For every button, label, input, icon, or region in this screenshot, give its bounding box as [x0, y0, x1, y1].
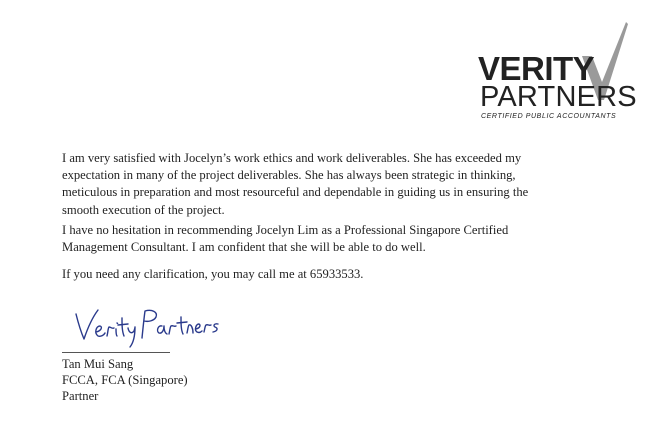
logo-partners-text: PARTNERS	[480, 81, 637, 113]
signer-title: Partner	[62, 389, 99, 403]
signer-name: Tan Mui Sang	[62, 357, 134, 371]
logo-tagline: CERTIFIED PUBLIC ACCOUNTANTS	[481, 113, 617, 120]
logo-verity-text: VERITY	[478, 50, 595, 87]
letter-paragraph-1: I am very satisfied with Jocelyn’s work ethics and work deliverables. She has exceeded my expectation in many of the project deliverables. She has always been strategic in thinking, meticulous in preparation and most resourceful and dependable in guiding us in ensuring the smooth execution of the project.	[62, 151, 529, 217]
verity-partners-logo	[478, 22, 637, 122]
letter-paragraph-3: If you need any clarification, you may call me at 65933533.	[62, 267, 364, 281]
signer-qualifications: FCCA, FCA (Singapore)	[62, 373, 188, 387]
handwritten-signature	[72, 298, 222, 348]
signature-line	[62, 352, 170, 353]
letter-paragraph-2: I have no hesitation in recommending Jocelyn Lim as a Professional Singapore Certified Management Consultant. I am confident that she will be able to do well.	[62, 223, 509, 255]
